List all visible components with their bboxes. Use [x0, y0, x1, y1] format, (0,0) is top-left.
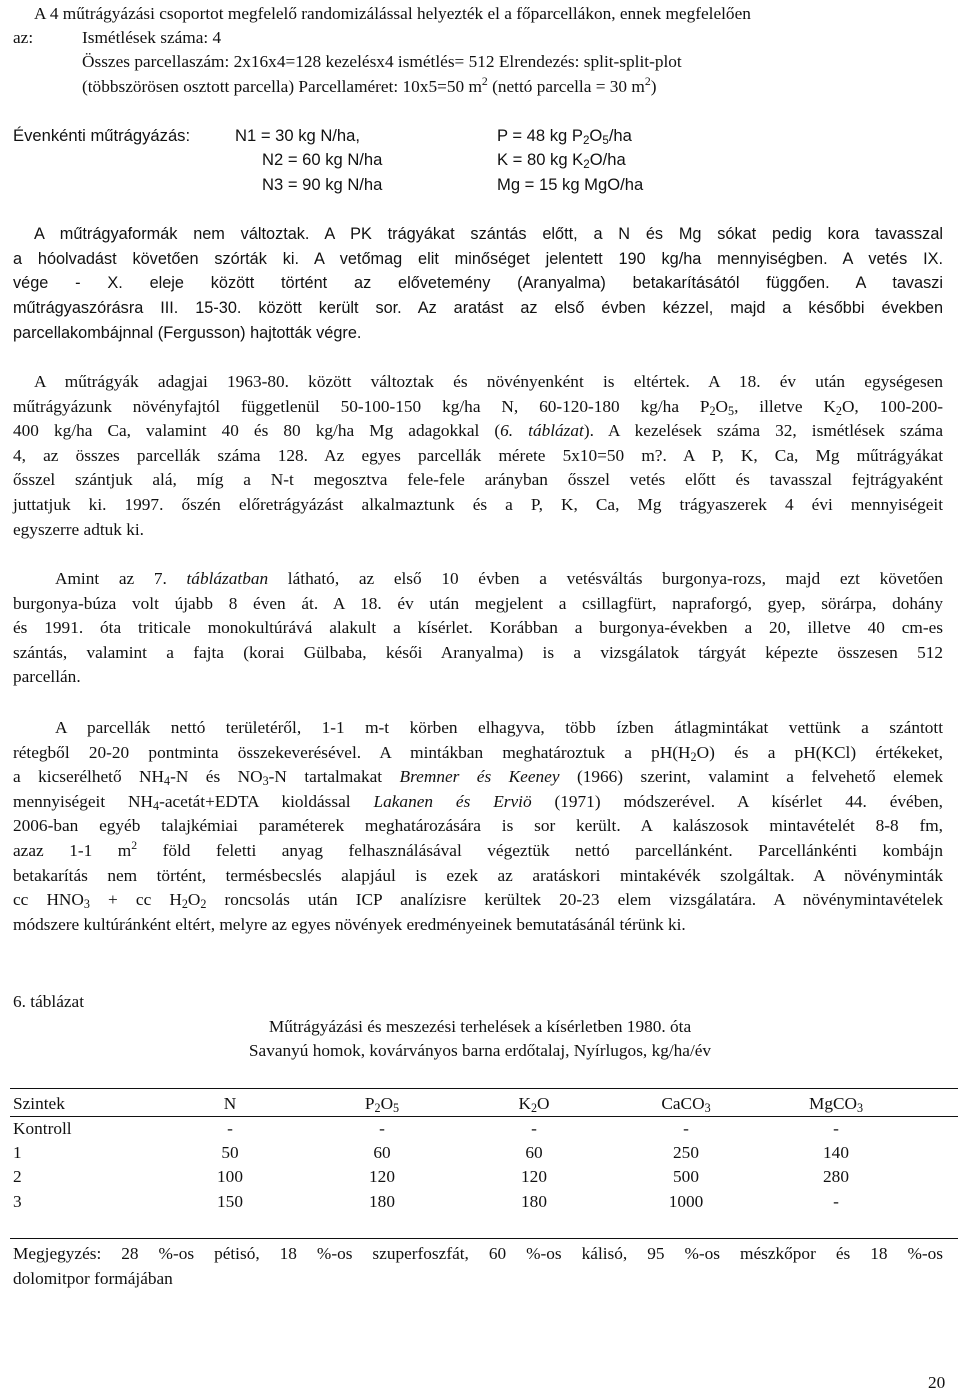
az-label: az:	[13, 28, 34, 47]
table-cell-level: 1	[13, 1143, 22, 1162]
total-line: Összes parcellaszám: 2x16x4=128 kezelésx4 ismétlés= 512 Elrendezés: split-split-plot	[82, 52, 682, 71]
table-cell: -	[379, 1119, 385, 1138]
table-cell: 60	[373, 1143, 391, 1162]
table-cell: 1000	[668, 1192, 704, 1211]
table-cell-level: 2	[13, 1167, 22, 1186]
table-top-rule	[10, 1088, 958, 1089]
intro-line: A 4 műtrágyázási csoportot megfelelő randomizálással helyezték el a főparcellákon, ennek megfelelően	[34, 4, 751, 23]
table-cell: 50	[221, 1143, 239, 1162]
table-cell: 150	[217, 1192, 243, 1211]
table-header-szintek: Szintek	[13, 1094, 65, 1113]
table-ref-7: táblázatban	[186, 569, 269, 588]
dose-p: P = 48 kg $P_2O_5/ha$	[497, 126, 632, 147]
dose-n3: N3 = 90 kg N/ha	[262, 175, 383, 194]
table-cell: -	[833, 1119, 839, 1138]
table-cell: 60	[525, 1143, 543, 1162]
doses-label: Évenkénti műtrágyázás:	[13, 126, 191, 145]
table-ref-6: 6. táblázat	[500, 421, 584, 441]
table-cell-level: Kontroll	[13, 1119, 72, 1138]
table-cell: 120	[521, 1167, 547, 1186]
table-cell: 140	[823, 1143, 849, 1162]
paragraph-fertilizer-forms: A műtrágyaformák nem változtak. A PK trágyákat szántás előtt, a N és Mg sókat pedig kora tavasszal a hóolvadást követően szórták ki. A vetőmag elit minőséget jelentett 190 kg/ha mennyiségben. A vetés IX. vége - X. eleje között történt az elővetemény (Aranyalma) betakarításától függően. A tavaszi műtrágyaszórásra III. 15-30. között került sor. Az aratást az első évben kézzel, majd a későbbi években parcellakombájnnal (Fergusson) hajtották végre.	[13, 225, 943, 342]
table-title: Műtrágyázási és meszezési terhelések a kísérletben 1980. óta	[268, 1017, 692, 1036]
repeats-line: Ismétlések száma: 4	[82, 28, 222, 47]
table-cell: 180	[369, 1192, 395, 1211]
table-header-n: N	[223, 1094, 237, 1113]
table-cell: 250	[673, 1143, 699, 1162]
dose-n1: N1 = 30 kg N/ha,	[235, 126, 360, 145]
paragraph-fertilizer-doses: A műtrágyák adagjai 1963-80. között változtak és növényenként is eltértek. A 18. év után egységesen műtrágyázunk növényfajtól függetlenül 50-100-150 kg/ha N, 60-120-180 kg/ha $P_2O_5$, illetve $K_2O$, 100-200- 400 kg/ha Ca, valamint 40 és 80 kg/ha Mg adagokkal (6. táblázat). A kezelések száma 32, ismétlések száma 4, az összes parcellák száma 128. Az egyes parcellák mérete 5x10=50 m?. A P, K, Ca, Mg műtrágyákat ősszel szántjuk alá, míg a N-t megosztva fele-fele arányban ősszel vetés előtt és tavasszal fejtrágyaként juttatjuk ki. 1997. őszén előretrágyázást alkalmaztunk és a P, K, Ca, Mg trágyaszerek 4 évi mennyiségeit egyszerre adtuk ki.	[13, 372, 943, 539]
table-cell: 180	[521, 1192, 547, 1211]
page-number: 20	[928, 1373, 946, 1392]
dose-k: K = 80 kg $K_2O/ha$	[497, 150, 626, 171]
table-subtitle: Savanyú homok, kovárványos barna erdőtalaj, Nyírlugos, kg/ha/év	[248, 1041, 712, 1060]
table-cell: -	[683, 1119, 689, 1138]
table-header-caco3: CaCO$_3$	[661, 1094, 711, 1115]
table-note: Megjegyzés: 28 %-os pétisó, 18 %-os szuperfoszfát, 60 %-os kálisó, 95 %-os mészkőpor és 18 %-os dolomitpor formájában	[13, 1244, 943, 1288]
table-cell: 500	[673, 1167, 699, 1186]
table-bottom-rule	[10, 1238, 958, 1239]
dose-n2: N2 = 60 kg N/ha	[262, 150, 383, 169]
table-label: 6. táblázat	[13, 992, 85, 1011]
table-header-p2o5: $P_2O_5$	[364, 1094, 400, 1115]
table-cell: -	[531, 1119, 537, 1138]
layout-line: (többszörösen osztott parcella) Parcellaméret: 10x5=50 $m^2$ (nettó parcella = 30 $m^2$)	[82, 75, 657, 96]
paragraph-sampling-methods: A parcellák nettó területéről, 1-1 m-t körben elhagyva, több ízben átlagmintákat vettünk a szántott rétegből 20-20 pontminta összekeverésével. A mintákban meghatároztuk a $pH(H_2O)$ és a pH(KCl) értékeket, a kicserélhető $NH_4-N$ és $NO_3-N$ tartalmakat Bremner és Keeney (1966) szerint, valamint a felvehető elemek mennyiségeit $NH_4-acetát+EDTA$ kioldással Lakanen és Erviö (1971) módszerével. A kísérlet 44. évében, 2006-ban egyéb talajkémiai paraméterek meghatározására is sor került. A kalászosok mintavételét 8-8 fm, azaz 1-1 $m^2$ föld feletti anyag felhasználásával végeztük nettó parcellánként. Parcellánkénti kombájn betakarítás nem történt, termésbecslés alapjául is ezek az aratáskori mintakévék szolgáltak. A növényminták cc $HNO_3$ + cc $H_2O_2$ roncsolás után ICP analízisre kerültek 20-23 elem vizsgálatára. A növénymintavételek módszere kultúránként eltért, melyre az egyes növények eredményeinek bemutatásánál térünk ki.	[13, 718, 944, 934]
dose-mg: Mg = 15 kg MgO/ha	[497, 175, 644, 194]
table-header-k2o: $K_2O$	[518, 1094, 550, 1115]
table-cell: 100	[217, 1167, 243, 1186]
table-cell: -	[833, 1192, 839, 1211]
table-cell-level: 3	[13, 1192, 22, 1211]
table-cell: 120	[369, 1167, 395, 1186]
paragraph-crop-rotation: Amint az 7. táblázatban látható, az első 10 évben a vetésváltás burgonya-rozs, majd ezt követően burgonya-búza volt újabb 8 éven át. A 18. év után megjelent a csillagfürt, napraforgó, gyep, sörárpa, dohány és 1991. óta triticale monokultúrává alakult a kísérlet. Korábban a burgonya-években a 20, illetve 40 cm-es szántás, valamint a fajta (korai Gülbaba, késői Aranyalma) is a vizsgálatok tárgyát képezte összesen 512 parcellán.	[13, 569, 943, 687]
table-header-mgco3: MgCO$_3$	[808, 1094, 864, 1115]
table-cell: -	[227, 1119, 233, 1138]
table-cell: 280	[823, 1167, 849, 1186]
